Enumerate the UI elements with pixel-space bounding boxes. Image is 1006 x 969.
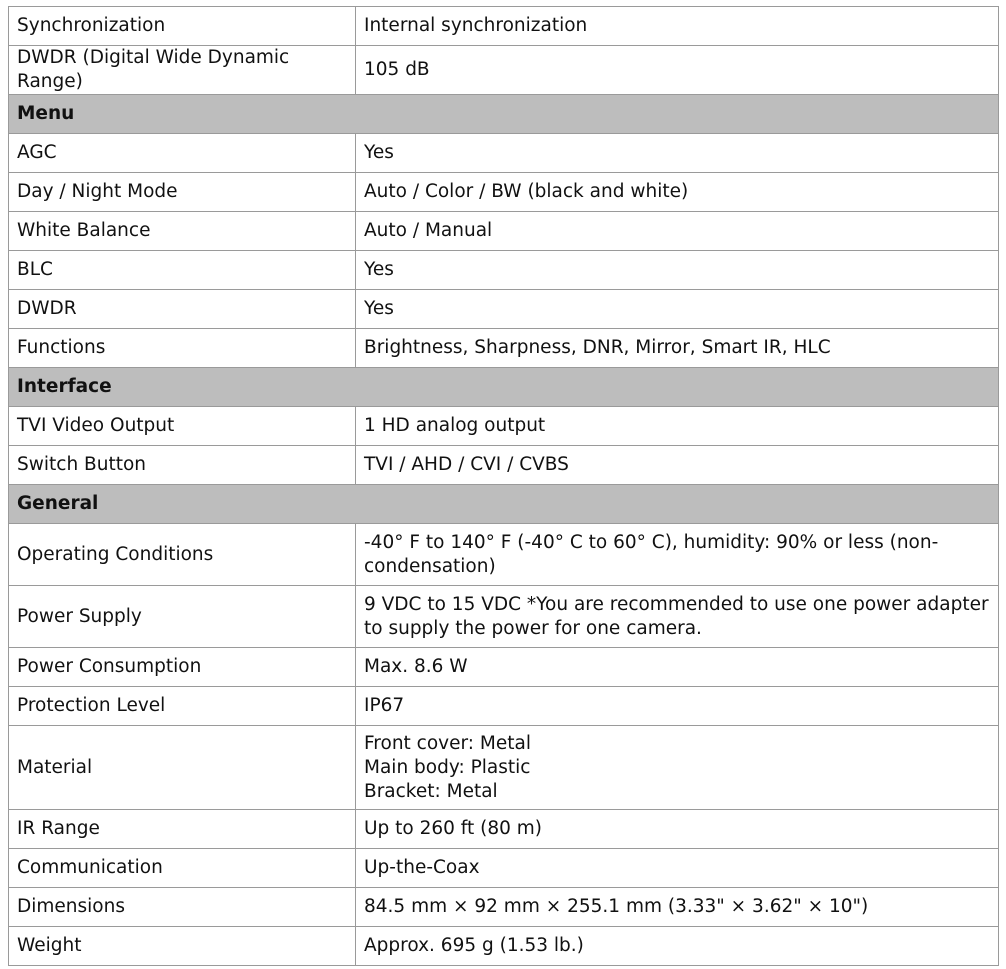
spec-row-switch-button [9, 446, 999, 485]
spec-value: -40° F to 140° F (-40° C to 60° C), humidity: 90% or less (non-condensation) [356, 524, 999, 586]
spec-row-power-consumption [9, 648, 999, 687]
spec-value: Yes [356, 290, 999, 329]
spec-value: 9 VDC to 15 VDC *You are recommended to use one power adapter to supply the power for one camera. [356, 586, 999, 648]
spec-label: AGC [9, 134, 356, 173]
spec-label: Switch Button [9, 446, 356, 485]
spec-value: 84.5 mm × 92 mm × 255.1 mm (3.33" × 3.62" × 10") [356, 888, 999, 927]
spec-label: Functions [9, 329, 356, 368]
spec-row-power-supply [9, 586, 999, 648]
section-title: Menu [9, 95, 999, 134]
section-header-interface [9, 368, 999, 407]
spec-row-material [9, 726, 999, 810]
spec-label: Dimensions [9, 888, 356, 927]
spec-value: Max. 8.6 W [356, 648, 999, 687]
section-title: General [9, 485, 999, 524]
spec-label: White Balance [9, 212, 356, 251]
spec-label: TVI Video Output [9, 407, 356, 446]
spec-value: TVI / AHD / CVI / CVBS [356, 446, 999, 485]
spec-label: Material [9, 726, 356, 810]
spec-row-functions [9, 329, 999, 368]
spec-row-white-balance [9, 212, 999, 251]
spec-row-ir-range [9, 810, 999, 849]
spec-value: Approx. 695 g (1.53 lb.) [356, 927, 999, 966]
spec-table-container [8, 6, 998, 966]
spec-row-dwdr-range [9, 46, 999, 95]
spec-value: Internal synchronization [356, 7, 999, 46]
spec-row-communication [9, 849, 999, 888]
spec-value: Up-the-Coax [356, 849, 999, 888]
spec-label: BLC [9, 251, 356, 290]
spec-value: Auto / Color / BW (black and white) [356, 173, 999, 212]
spec-label: DWDR [9, 290, 356, 329]
spec-row-weight [9, 927, 999, 966]
spec-row-protection-level [9, 687, 999, 726]
spec-label: IR Range [9, 810, 356, 849]
spec-row-day-night-mode [9, 173, 999, 212]
spec-table [8, 6, 999, 966]
spec-label: Weight [9, 927, 356, 966]
spec-value: 105 dB [356, 46, 999, 95]
spec-label: Power Consumption [9, 648, 356, 687]
spec-label: Power Supply [9, 586, 356, 648]
spec-value: 1 HD analog output [356, 407, 999, 446]
material-line: Bracket: Metal [364, 780, 498, 802]
spec-row-operating-conditions [9, 524, 999, 586]
spec-row-blc [9, 251, 999, 290]
material-line: Front cover: Metal [364, 732, 531, 754]
spec-value: Brightness, Sharpness, DNR, Mirror, Smart IR, HLC [356, 329, 999, 368]
spec-value: Up to 260 ft (80 m) [356, 810, 999, 849]
section-header-general [9, 485, 999, 524]
spec-row-synchronization [9, 7, 999, 46]
spec-value: Auto / Manual [356, 212, 999, 251]
spec-row-dwdr [9, 290, 999, 329]
spec-value: Yes [356, 134, 999, 173]
spec-value [356, 726, 999, 810]
spec-value: IP67 [356, 687, 999, 726]
section-header-menu [9, 95, 999, 134]
spec-value: Yes [356, 251, 999, 290]
spec-label: Operating Conditions [9, 524, 356, 586]
material-line: Main body: Plastic [364, 756, 531, 778]
spec-row-tvi-video-output [9, 407, 999, 446]
spec-label: Communication [9, 849, 356, 888]
spec-label: Day / Night Mode [9, 173, 356, 212]
spec-row-agc [9, 134, 999, 173]
spec-table-body [9, 7, 999, 966]
section-title: Interface [9, 368, 999, 407]
spec-label: Protection Level [9, 687, 356, 726]
spec-label: Synchronization [9, 7, 356, 46]
spec-label: DWDR (Digital Wide Dynamic Range) [9, 46, 356, 95]
spec-row-dimensions [9, 888, 999, 927]
